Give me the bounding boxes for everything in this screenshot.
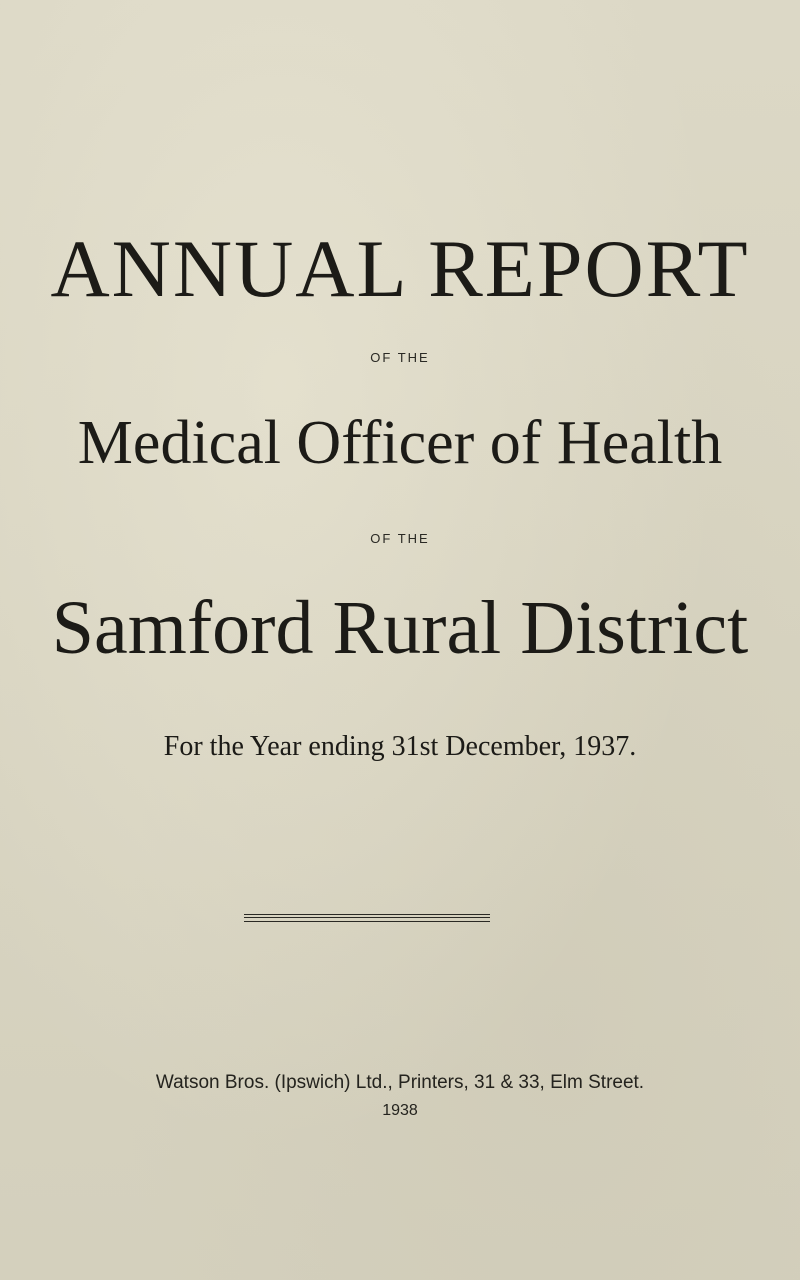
of-the-connector-1: OF THE bbox=[370, 350, 430, 365]
report-period: For the Year ending 31st December, 1937. bbox=[163, 731, 637, 762]
district-name: Samford Rural District bbox=[51, 586, 749, 670]
printer-imprint: Watson Bros. (Ipswich) Ltd., Printers, 31 & 33, Elm Street. bbox=[155, 1072, 645, 1093]
divider-rule-bottom bbox=[244, 921, 490, 922]
of-the-connector-2: OF THE bbox=[370, 531, 430, 546]
officer-title: Medical Officer of Health bbox=[77, 409, 723, 477]
divider-rule-top bbox=[244, 914, 490, 915]
divider-rule-middle bbox=[244, 917, 490, 918]
publication-year: 1938 bbox=[382, 1102, 418, 1119]
report-title: ANNUAL REPORT bbox=[50, 223, 750, 314]
